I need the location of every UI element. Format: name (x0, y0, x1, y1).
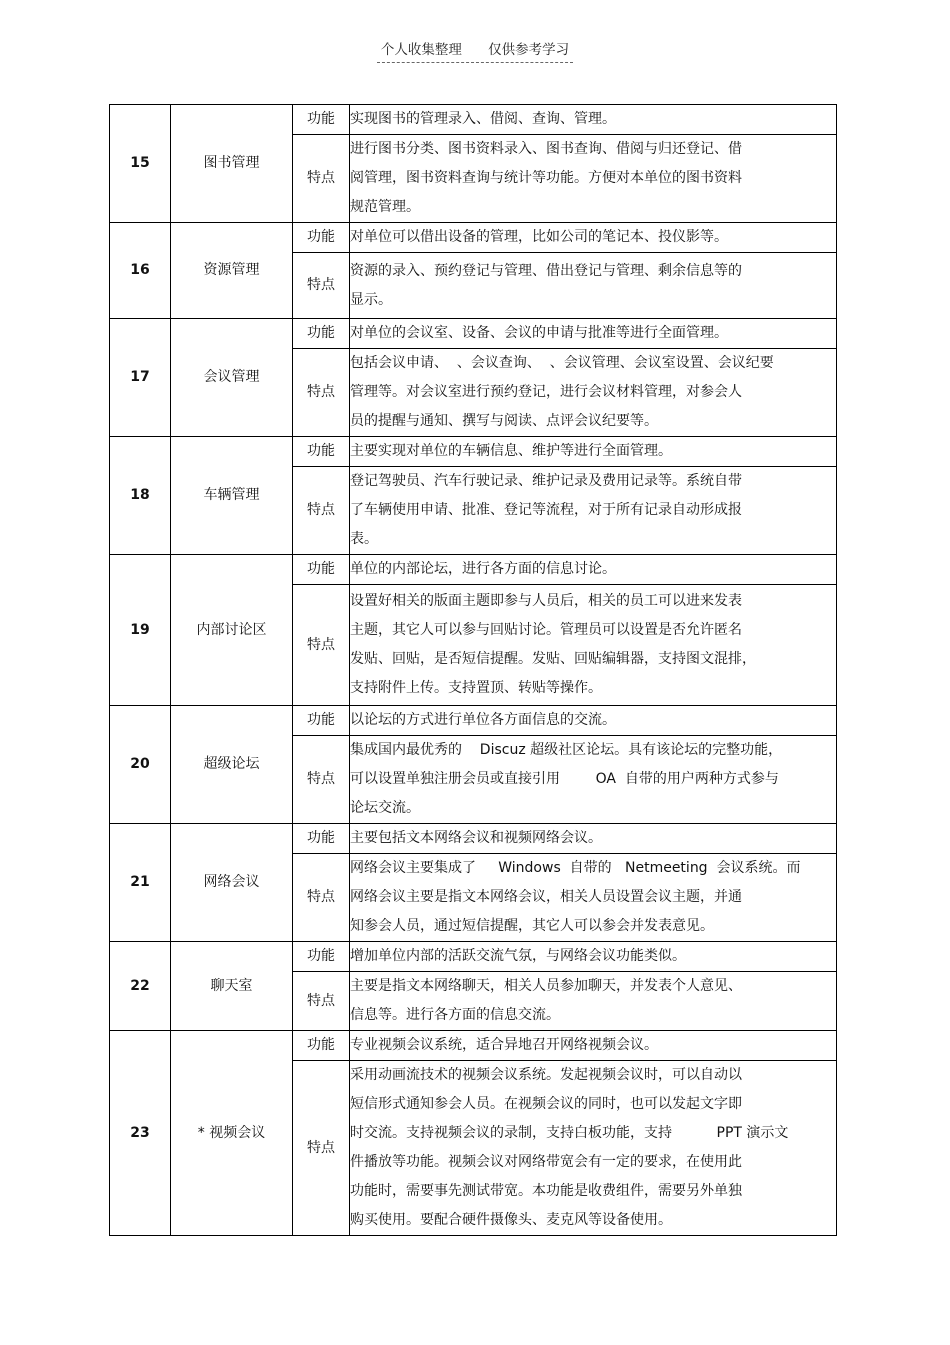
page-header (0, 38, 950, 63)
feature-line: 采用动画流技术的视频会议系统。发起视频会议时，可以自动以 (350, 1067, 742, 1083)
item-number: 21 (110, 824, 171, 942)
module-name: 图书管理 (171, 105, 293, 223)
module-name: 会议管理 (171, 319, 293, 437)
feature-line: 短信形式通知参会人员。在视频会议的同时，也可以发起文字即 (350, 1096, 742, 1112)
header-text (377, 38, 573, 63)
feature-text (350, 585, 837, 706)
feature-line: 包括会议申请、 、会议查询、 、会议管理、会议室设置、会议纪要 (350, 355, 774, 371)
item-number: 17 (110, 319, 171, 437)
table-row-func (110, 942, 837, 972)
feature-text (350, 854, 837, 942)
feature-line: 功能时，需要事先测试带宽。本功能是收费组件，需要另外单独 (350, 1183, 742, 1199)
func-text: 单位的内部论坛，进行各方面的信息讨论。 (350, 555, 837, 585)
header-right: 仅供参考学习 (488, 42, 570, 58)
module-name: * 视频会议 (171, 1031, 293, 1236)
feature-line: 购买使用。要配合硬件摄像头、麦克风等设备使用。 (350, 1212, 672, 1228)
feature-line: 网络会议主要是指文本网络会议，相关人员设置会议主题，并通 (350, 889, 742, 905)
feature-label: 特点 (293, 854, 350, 942)
module-name: 超级论坛 (171, 706, 293, 824)
feature-line: 员的提醒与通知、撰写与阅读、点评会议纪要等。 (350, 413, 658, 429)
func-text: 实现图书的管理录入、借阅、查询、管理。 (350, 105, 837, 135)
feature-label: 特点 (293, 253, 350, 319)
feature-line: 网络会议主要集成了 Windows 自带的 Netmeeting 会议系统。而 (350, 860, 801, 876)
feature-line: 管理等。对会议室进行预约登记，进行会议材料管理，对参会人 (350, 384, 742, 400)
func-text: 主要包括文本网络会议和视频网络会议。 (350, 824, 837, 854)
table-row-func (110, 555, 837, 585)
func-text: 主要实现对单位的车辆信息、维护等进行全面管理。 (350, 437, 837, 467)
feature-text (350, 736, 837, 824)
func-label: 功能 (293, 105, 350, 135)
func-label: 功能 (293, 706, 350, 736)
feature-line: 件播放等功能。视频会议对网络带宽会有一定的要求，在使用此 (350, 1154, 742, 1170)
module-name: 车辆管理 (171, 437, 293, 555)
module-name: 聊天室 (171, 942, 293, 1031)
table-row-func (110, 105, 837, 135)
feature-line: 进行图书分类、图书资料录入、图书查询、借阅与归还登记、借 (350, 141, 742, 157)
func-text: 对单位的会议室、设备、会议的申请与批准等进行全面管理。 (350, 319, 837, 349)
item-number: 23 (110, 1031, 171, 1236)
feature-label: 特点 (293, 585, 350, 706)
item-number: 18 (110, 437, 171, 555)
feature-text (350, 467, 837, 555)
item-number: 22 (110, 942, 171, 1031)
feature-line: 显示。 (350, 291, 392, 308)
feature-line: 设置好相关的版面主题即参与人员后，相关的员工可以进来发表 (350, 593, 742, 609)
feature-table-body (110, 105, 837, 1236)
feature-line: 主题，其它人可以参与回贴讨论。管理员可以设置是否允许匿名 (350, 622, 742, 638)
module-name: 资源管理 (171, 223, 293, 319)
func-label: 功能 (293, 824, 350, 854)
feature-label: 特点 (293, 135, 350, 223)
feature-text (350, 349, 837, 437)
feature-text (350, 135, 837, 223)
table-row-func (110, 437, 837, 467)
feature-label: 特点 (293, 736, 350, 824)
func-text: 对单位可以借出设备的管理，比如公司的笔记本、投仪影等。 (350, 223, 837, 253)
module-name: 网络会议 (171, 824, 293, 942)
item-number: 16 (110, 223, 171, 319)
item-number: 15 (110, 105, 171, 223)
feature-line: 集成国内最优秀的 Discuz 超级社区论坛。具有该论坛的完整功能， (350, 742, 783, 758)
feature-text (350, 1061, 837, 1236)
table-row-func (110, 223, 837, 253)
func-text: 专业视频会议系统，适合异地召开网络视频会议。 (350, 1031, 837, 1061)
feature-line: 阅管理，图书资料查询与统计等功能。方便对本单位的图书资料 (350, 170, 742, 186)
feature-table (109, 104, 837, 1236)
feature-line: 表。 (350, 531, 378, 547)
feature-label: 特点 (293, 1061, 350, 1236)
func-label: 功能 (293, 223, 350, 253)
feature-text (350, 253, 837, 319)
feature-line: 可以设置单独注册会员或直接引用 OA 自带的用户两种方式参与 (350, 771, 779, 787)
feature-line: 知参会人员，通过短信提醒，其它人可以参会并发表意见。 (350, 918, 714, 934)
item-number: 19 (110, 555, 171, 706)
func-label: 功能 (293, 319, 350, 349)
feature-line: 信息等。进行各方面的信息交流。 (350, 1007, 560, 1023)
module-name: 内部讨论区 (171, 555, 293, 706)
func-label: 功能 (293, 942, 350, 972)
func-text: 增加单位内部的活跃交流气氛，与网络会议功能类似。 (350, 942, 837, 972)
feature-label: 特点 (293, 467, 350, 555)
table-row-func (110, 824, 837, 854)
func-label: 功能 (293, 555, 350, 585)
feature-label: 特点 (293, 972, 350, 1031)
feature-line: 主要是指文本网络聊天，相关人员参加聊天，并发表个人意见、 (350, 978, 742, 994)
func-text: 以论坛的方式进行单位各方面信息的交流。 (350, 706, 837, 736)
feature-line: 发贴、回贴，是否短信提醒。发贴、回贴编辑器，支持图文混排， (350, 651, 756, 667)
feature-line: 支持附件上传。支持置顶、转贴等操作。 (350, 680, 602, 696)
feature-line: 资源的录入、预约登记与管理、借出登记与管理、剩余信息等的 (350, 262, 742, 279)
feature-line: 登记驾驶员、汽车行驶记录、维护记录及费用记录等。系统自带 (350, 473, 742, 489)
feature-line: 时交流。支持视频会议的录制，支持白板功能，支持 PPT 演示文 (350, 1125, 789, 1141)
table-row-func (110, 319, 837, 349)
feature-text (350, 972, 837, 1031)
feature-line: 规范管理。 (350, 199, 420, 215)
feature-label: 特点 (293, 349, 350, 437)
table-row-func (110, 706, 837, 736)
header-left: 个人收集整理 (380, 42, 462, 58)
item-number: 20 (110, 706, 171, 824)
func-label: 功能 (293, 437, 350, 467)
table-row-func (110, 1031, 837, 1061)
func-label: 功能 (293, 1031, 350, 1061)
feature-line: 论坛交流。 (350, 800, 420, 816)
feature-line: 了车辆使用申请、批准、登记等流程，对于所有记录自动形成报 (350, 502, 742, 518)
